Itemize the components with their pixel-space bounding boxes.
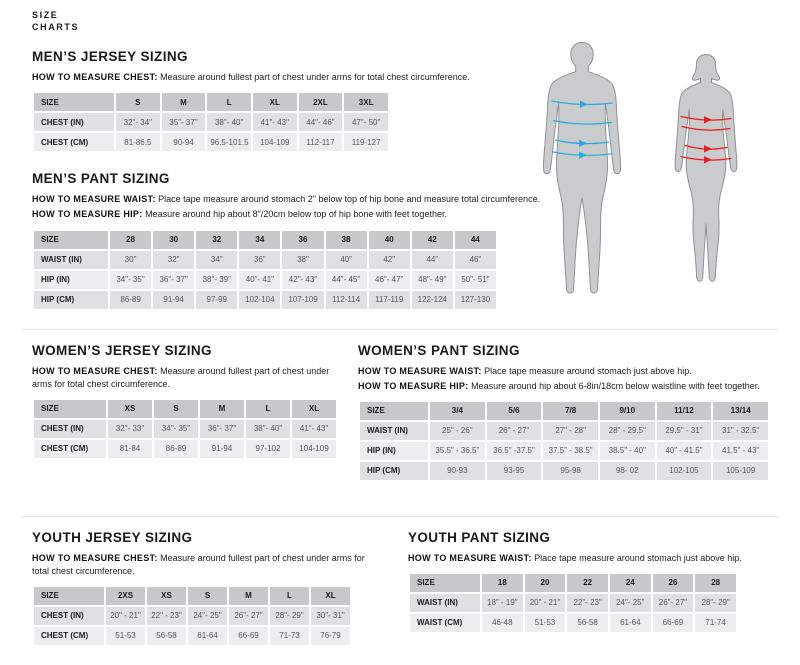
column-header: 32	[195, 230, 238, 250]
mens-pant-table	[32, 229, 498, 311]
howto-text: Measure around fullest part of chest under arms for total chest circumference.	[32, 365, 330, 389]
size-cell: 26" - 27"	[486, 421, 543, 441]
size-cell: 38"- 40"	[245, 419, 291, 439]
male-body-shape	[543, 42, 620, 293]
size-cell: 102-105	[656, 461, 713, 481]
table-row	[33, 290, 497, 310]
size-cell: 44"- 45"	[325, 270, 368, 290]
section-womens-jersey	[32, 343, 358, 482]
size-cell: 66-69	[652, 613, 695, 633]
page-title	[32, 10, 778, 33]
size-cell: 46"- 47"	[368, 270, 411, 290]
size-cell: 71-73	[269, 626, 310, 646]
table-row	[359, 421, 769, 441]
size-cell: 44"- 46"	[298, 112, 344, 132]
size-cell: 112-114	[325, 290, 368, 310]
table-row	[409, 593, 737, 613]
female-silhouette	[666, 52, 746, 285]
row-label: WAIST (CM)	[409, 613, 481, 633]
size-cell: 46-48	[481, 613, 524, 633]
size-cell: 32"	[152, 250, 195, 270]
womens-jersey-howto	[32, 365, 332, 391]
column-header: 20	[524, 573, 567, 593]
size-cell: 25" - 26"	[429, 421, 486, 441]
column-header: 28	[694, 573, 737, 593]
size-cell: 38.5" - 40"	[599, 441, 656, 461]
size-cell: 38"- 39"	[195, 270, 238, 290]
table-row	[33, 250, 497, 270]
size-cell: 97-99	[195, 290, 238, 310]
youth-jersey-table	[32, 585, 352, 647]
column-header: 18	[481, 573, 524, 593]
size-cell: 34"- 35"	[109, 270, 152, 290]
howto-label: HOW TO MEASURE WAIST:	[408, 552, 532, 563]
row-label: HIP (IN)	[33, 270, 109, 290]
column-header: 40	[368, 230, 411, 250]
size-cell: 117-119	[368, 290, 411, 310]
size-cell: 127-130	[454, 290, 497, 310]
header-row	[359, 401, 769, 421]
column-header: 13/14	[712, 401, 769, 421]
column-header: 9/10	[599, 401, 656, 421]
table-row	[33, 419, 337, 439]
size-cell: 97-102	[245, 439, 291, 459]
youth-row	[32, 530, 778, 665]
size-cell: 105-109	[712, 461, 769, 481]
size-cell: 71-74	[694, 613, 737, 633]
size-cell: 32"- 34"	[115, 112, 161, 132]
size-cell: 36"- 37"	[199, 419, 245, 439]
size-cell: 42"	[368, 250, 411, 270]
youth-pant-table	[408, 572, 738, 634]
size-cell: 56-58	[566, 613, 609, 633]
size-cell: 93-95	[486, 461, 543, 481]
size-cell: 50"- 51"	[454, 270, 497, 290]
column-header: M	[199, 399, 245, 419]
section-divider	[22, 329, 778, 330]
size-cell: 107-109	[281, 290, 324, 310]
row-label: CHEST (IN)	[33, 419, 107, 439]
column-header: 11/12	[656, 401, 713, 421]
size-cell: 98- 02	[599, 461, 656, 481]
howto-label: HOW TO MEASURE HIP:	[32, 209, 143, 220]
section-youth-pant	[408, 530, 778, 647]
column-header: 3XL	[343, 92, 389, 112]
size-cell: 28" - 29.5"	[599, 421, 656, 441]
size-cell: 40"	[325, 250, 368, 270]
column-header: M	[228, 586, 269, 606]
male-silhouette	[538, 38, 626, 298]
womens-jersey-title: WOMEN’S JERSEY SIZING	[32, 342, 212, 358]
howto-label: HOW TO MEASURE CHEST:	[32, 552, 158, 563]
size-cell: 24"- 25"	[609, 593, 652, 613]
size-cell: 34"	[195, 250, 238, 270]
howto-text: Place tape measure around stomach just above hip.	[534, 552, 742, 563]
size-cell: 30"	[109, 250, 152, 270]
header-row	[33, 586, 351, 606]
table-row	[33, 132, 389, 152]
size-cell: 81-86.5	[115, 132, 161, 152]
column-header: L	[245, 399, 291, 419]
womens-row	[32, 343, 778, 500]
size-cell: 61-64	[187, 626, 228, 646]
size-cell: 36.5" -37.5"	[486, 441, 543, 461]
column-header: 2XS	[105, 586, 146, 606]
column-header: M	[161, 92, 207, 112]
howto-label: HOW TO MEASURE WAIST:	[32, 194, 156, 205]
column-header: 22	[566, 573, 609, 593]
size-cell: 41"- 43"	[291, 419, 337, 439]
table-row	[33, 439, 337, 459]
section-youth-jersey	[32, 530, 408, 647]
size-cell: 36"	[238, 250, 281, 270]
size-cell: 22"- 23"	[566, 593, 609, 613]
column-header: 26	[652, 573, 695, 593]
mens-pant-title: MEN’S PANT SIZING	[32, 171, 170, 187]
column-header: XL	[252, 92, 298, 112]
size-cell: 44"	[411, 250, 454, 270]
female-body-shape	[675, 55, 737, 282]
size-cell: 91-94	[199, 439, 245, 459]
size-cell: 81-84	[107, 439, 153, 459]
size-cell: 38"- 40"	[206, 112, 252, 132]
header-row	[33, 399, 337, 419]
size-cell: 61-64	[609, 613, 652, 633]
column-header: L	[206, 92, 252, 112]
table-row	[33, 270, 497, 290]
womens-pant-title: WOMEN’S PANT SIZING	[358, 342, 520, 358]
column-header: SIZE	[33, 586, 105, 606]
column-header: S	[115, 92, 161, 112]
table-row	[409, 613, 737, 633]
column-header: SIZE	[33, 92, 115, 112]
size-cell: 28"- 29"	[694, 593, 737, 613]
column-header: 3/4	[429, 401, 486, 421]
size-cell: 91-94	[152, 290, 195, 310]
size-cell: 42"- 43"	[281, 270, 324, 290]
size-cell: 96.5-101.5	[206, 132, 252, 152]
header-row	[33, 92, 389, 112]
size-cell: 22" - 23"	[146, 606, 187, 626]
size-cell: 38"	[281, 250, 324, 270]
howto-text: Measure around hip about 8"/20cm below top of hip bone with feet together.	[145, 209, 447, 220]
howto-text: Measure around fullest part of chest under arms for total chest circumference.	[160, 72, 470, 83]
table-row	[33, 112, 389, 132]
column-header: 34	[238, 230, 281, 250]
section-divider	[22, 516, 778, 517]
howto-text: Measure around fullest part of chest under arms for total chest circumference.	[32, 552, 365, 576]
size-cell: 28"- 29"	[269, 606, 310, 626]
table-row	[33, 606, 351, 626]
size-cell: 122-124	[411, 290, 454, 310]
howto-label: HOW TO MEASURE CHEST:	[32, 365, 158, 376]
size-cell: 20" - 21"	[105, 606, 146, 626]
column-header: 28	[109, 230, 152, 250]
column-header: SIZE	[33, 230, 109, 250]
womens-pant-table	[358, 400, 770, 482]
size-cell: 46"	[454, 250, 497, 270]
size-cell: 20" - 21"	[524, 593, 567, 613]
size-cell: 34"- 35"	[153, 419, 199, 439]
column-header: S	[153, 399, 199, 419]
size-cell: 40"- 41"	[238, 270, 281, 290]
size-cell: 76-79	[310, 626, 351, 646]
size-cell: 29.5" - 31"	[656, 421, 713, 441]
row-label: HIP (IN)	[359, 441, 429, 461]
size-cell: 112-117	[298, 132, 344, 152]
column-header: 30	[152, 230, 195, 250]
row-label: CHEST (CM)	[33, 439, 107, 459]
column-header: 36	[281, 230, 324, 250]
size-cell: 102-104	[238, 290, 281, 310]
size-cell: 51-53	[105, 626, 146, 646]
size-cell: 86-89	[153, 439, 199, 459]
size-cell: 18" - 19"	[481, 593, 524, 613]
mens-jersey-table	[32, 91, 390, 153]
size-cell: 35"- 37"	[161, 112, 207, 132]
row-label: HIP (CM)	[359, 461, 429, 481]
table-row	[359, 461, 769, 481]
header-row	[33, 230, 497, 250]
howto-text: Place tape measure around stomach just above hip.	[484, 365, 692, 376]
row-label: WAIST (IN)	[409, 593, 481, 613]
size-cell: 31" - 32.5"	[712, 421, 769, 441]
table-row	[359, 441, 769, 461]
size-cell: 66-69	[228, 626, 269, 646]
column-header: XL	[291, 399, 337, 419]
size-cell: 86-89	[109, 290, 152, 310]
mens-jersey-title: MEN’S JERSEY SIZING	[32, 49, 188, 65]
row-label: CHEST (CM)	[33, 132, 115, 152]
size-cell: 47"- 50"	[343, 112, 389, 132]
howto-label: HOW TO MEASURE HIP:	[358, 380, 469, 391]
size-cell: 37.5" - 38.5"	[542, 441, 599, 461]
size-cell: 48"- 49"	[411, 270, 454, 290]
section-womens-pant	[358, 343, 778, 482]
size-cell: 90-93	[429, 461, 486, 481]
womens-pant-howto-waist	[358, 365, 778, 378]
size-cell: 41.5" - 43"	[712, 441, 769, 461]
youth-jersey-title: YOUTH JERSEY SIZING	[32, 529, 193, 545]
howto-label: HOW TO MEASURE WAIST:	[358, 365, 482, 376]
size-cell: 40" - 41.5"	[656, 441, 713, 461]
size-cell: 27" - 28"	[542, 421, 599, 441]
howto-text: Measure around hip about 6-8in/18cm below waistline with feet together.	[471, 380, 760, 391]
size-cell: 32"- 33"	[107, 419, 153, 439]
column-header: S	[187, 586, 228, 606]
size-cell: 24"- 25"	[187, 606, 228, 626]
womens-jersey-table	[32, 398, 338, 460]
page-title-line2: CHARTS	[32, 21, 80, 32]
column-header: L	[269, 586, 310, 606]
size-cell: 35.5" - 36.5"	[429, 441, 486, 461]
size-cell: 26"- 27"	[652, 593, 695, 613]
size-cell: 90-94	[161, 132, 207, 152]
column-header: 5/6	[486, 401, 543, 421]
column-header: SIZE	[33, 399, 107, 419]
table-row	[33, 626, 351, 646]
size-cell: 119-127	[343, 132, 389, 152]
column-header: 2XL	[298, 92, 344, 112]
size-cell: 36"- 37"	[152, 270, 195, 290]
row-label: WAIST (IN)	[33, 250, 109, 270]
column-header: 38	[325, 230, 368, 250]
size-cell: 41"- 43"	[252, 112, 298, 132]
size-cell: 26"- 27"	[228, 606, 269, 626]
row-label: HIP (CM)	[33, 290, 109, 310]
womens-pant-howto-hip	[358, 380, 778, 393]
column-header: SIZE	[359, 401, 429, 421]
column-header: XS	[107, 399, 153, 419]
column-header: 7/8	[542, 401, 599, 421]
column-header: 24	[609, 573, 652, 593]
size-cell: 104-109	[291, 439, 337, 459]
column-header: XL	[310, 586, 351, 606]
column-header: SIZE	[409, 573, 481, 593]
size-cell: 95-98	[542, 461, 599, 481]
size-cell: 104-109	[252, 132, 298, 152]
size-cell: 30"- 31"	[310, 606, 351, 626]
howto-label: HOW TO MEASURE CHEST:	[32, 72, 158, 83]
column-header: XS	[146, 586, 187, 606]
row-label: CHEST (CM)	[33, 626, 105, 646]
page-title-line1: SIZE	[32, 10, 59, 20]
youth-jersey-howto	[32, 552, 372, 578]
row-label: CHEST (IN)	[33, 606, 105, 626]
header-row	[409, 573, 737, 593]
row-label: WAIST (IN)	[359, 421, 429, 441]
column-header: 42	[411, 230, 454, 250]
youth-pant-title: YOUTH PANT SIZING	[408, 529, 551, 545]
column-header: 44	[454, 230, 497, 250]
size-cell: 56-58	[146, 626, 187, 646]
row-label: CHEST (IN)	[33, 112, 115, 132]
size-cell: 51-53	[524, 613, 567, 633]
howto-text: Place tape measure around stomach 2" below top of hip bone and measure total circumference.	[158, 194, 541, 205]
youth-pant-howto	[408, 552, 778, 565]
